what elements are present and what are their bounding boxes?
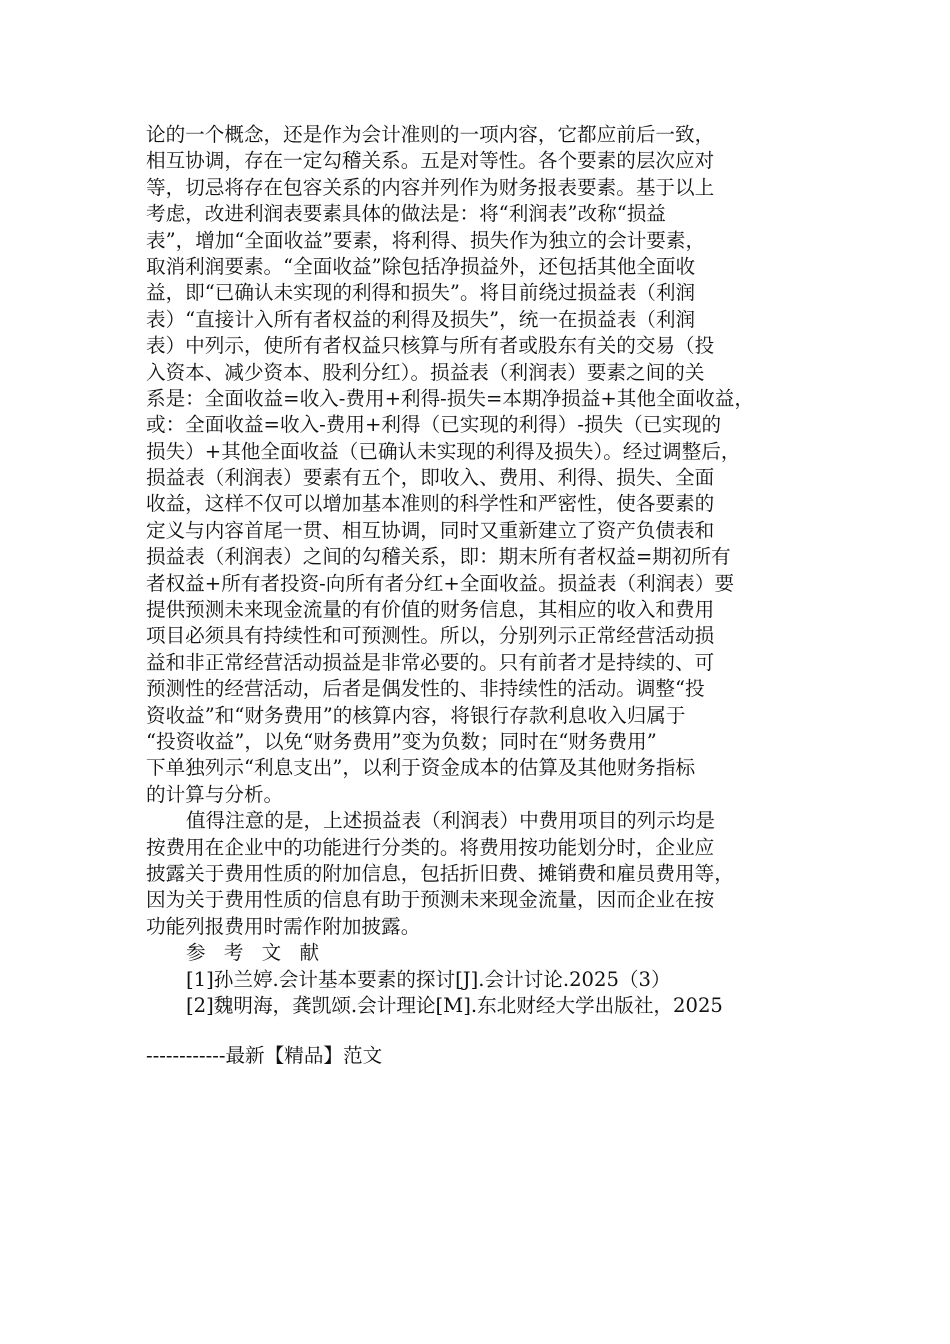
reference-item-2: [2]魏明海，龚凯颂.会计理论[M].东北财经大学出版社，2025: [186, 993, 723, 1017]
text-line: “投资收益”，以免“财务费用”变为负数；同时在“财务费用”: [146, 729, 657, 753]
text-line: 收益，这样不仅可以增加基本准则的科学性和严密性，使各要素的: [146, 492, 715, 516]
text-line: 益和非正常经营活动损益是非常必要的。只有前者才是持续的、可: [146, 650, 715, 674]
reference-item-1: [1]孙兰婷.会计基本要素的探讨[J].会计讨论.2025（3）: [186, 967, 671, 991]
text-line: 功能列报费用时需作附加披露。: [146, 914, 421, 938]
text-line: 者权益+所有者投资-向所有者分红+全面收益。损益表（利润表）要: [146, 571, 735, 595]
text-line: 系是：全面收益=收入-费用+利得-损失=本期净损益+其他全面收益，: [146, 386, 754, 410]
body-text: [146, 122, 806, 1019]
text-line: 值得注意的是，上述损益表（利润表）中费用项目的列示均是: [186, 809, 716, 833]
footer-text: ------------最新【精品】范文: [146, 1044, 383, 1067]
text-line: 定义与内容首尾一贯、相互协调，同时又重新建立了资产负债表和: [146, 518, 715, 542]
text-line: 等，切忌将存在包容关系的内容并列作为财务报表要素。基于以上: [146, 175, 715, 199]
text-line: 下单独列示“利息支出”，以利于资金成本的估算及其他财务指标: [146, 756, 696, 780]
text-line: 论的一个概念，还是作为会计准则的一项内容，它都应前后一致，: [146, 123, 715, 146]
text-line: 表）中列示，使所有者权益只核算与所有者或股东有关的交易（投: [146, 334, 715, 358]
text-line: 项目必须具有持续性和可预测性。所以，分别列示正常经营活动损: [146, 624, 715, 648]
paragraph-2: [146, 808, 806, 940]
text-line: 按费用在企业中的功能进行分类的。将费用按功能划分时，企业应: [146, 835, 715, 859]
text-line: 损失）+其他全面收益（已确认未实现的利得及损失）。经过调整后，: [146, 439, 741, 463]
text-line: 入资本、减少资本、股利分红）。损益表（利润表）要素之间的关: [146, 360, 705, 384]
text-line: 相互协调，存在一定勾稽关系。五是对等性。各个要素的层次应对: [146, 149, 715, 173]
text-line: 提供预测未来现金流量的有价值的财务信息，其相应的收入和费用: [146, 598, 715, 622]
text-line: 益，即“已确认未实现的利得和损失”。将目前绕过损益表（利润: [146, 281, 696, 305]
text-line: 取消利润要素。“全面收益”除包括净损益外，还包括其他全面收: [146, 254, 696, 278]
paragraph-1: [146, 122, 806, 808]
text-line: 表）“直接计入所有者权益的利得及损失”，统一在损益表（利润: [146, 307, 696, 331]
text-line: 考虑，改进利润表要素具体的做法是：将“利润表”改称“损益: [146, 202, 666, 226]
text-line: 预测性的经营活动，后者是偶发性的、非持续性的活动。调整“投: [146, 677, 705, 701]
text-line: 资收益”和“财务费用”的核算内容，将银行存款利息收入归属于: [146, 703, 686, 727]
text-line: 损益表（利润表）要素有五个，即收入、费用、利得、损失、全面: [146, 466, 715, 490]
text-line: 因为关于费用性质的信息有助于预测未来现金流量，因而企业在按: [146, 888, 715, 912]
text-line: 的计算与分析。: [146, 782, 284, 806]
text-line: 披露关于费用性质的附加信息，包括折旧费、摊销费和雇员费用等，: [146, 861, 734, 885]
text-line: 或：全面收益=收入-费用+利得（已实现的利得）-损失（已实现的: [146, 413, 722, 437]
references-heading: 参 考 文 献: [186, 941, 326, 965]
text-line: 表”，增加“全面收益”要素，将利得、损失作为独立的会计要素，: [146, 228, 706, 252]
text-line: 损益表（利润表）之间的勾稽关系，即：期末所有者权益=期初所有: [146, 545, 731, 569]
